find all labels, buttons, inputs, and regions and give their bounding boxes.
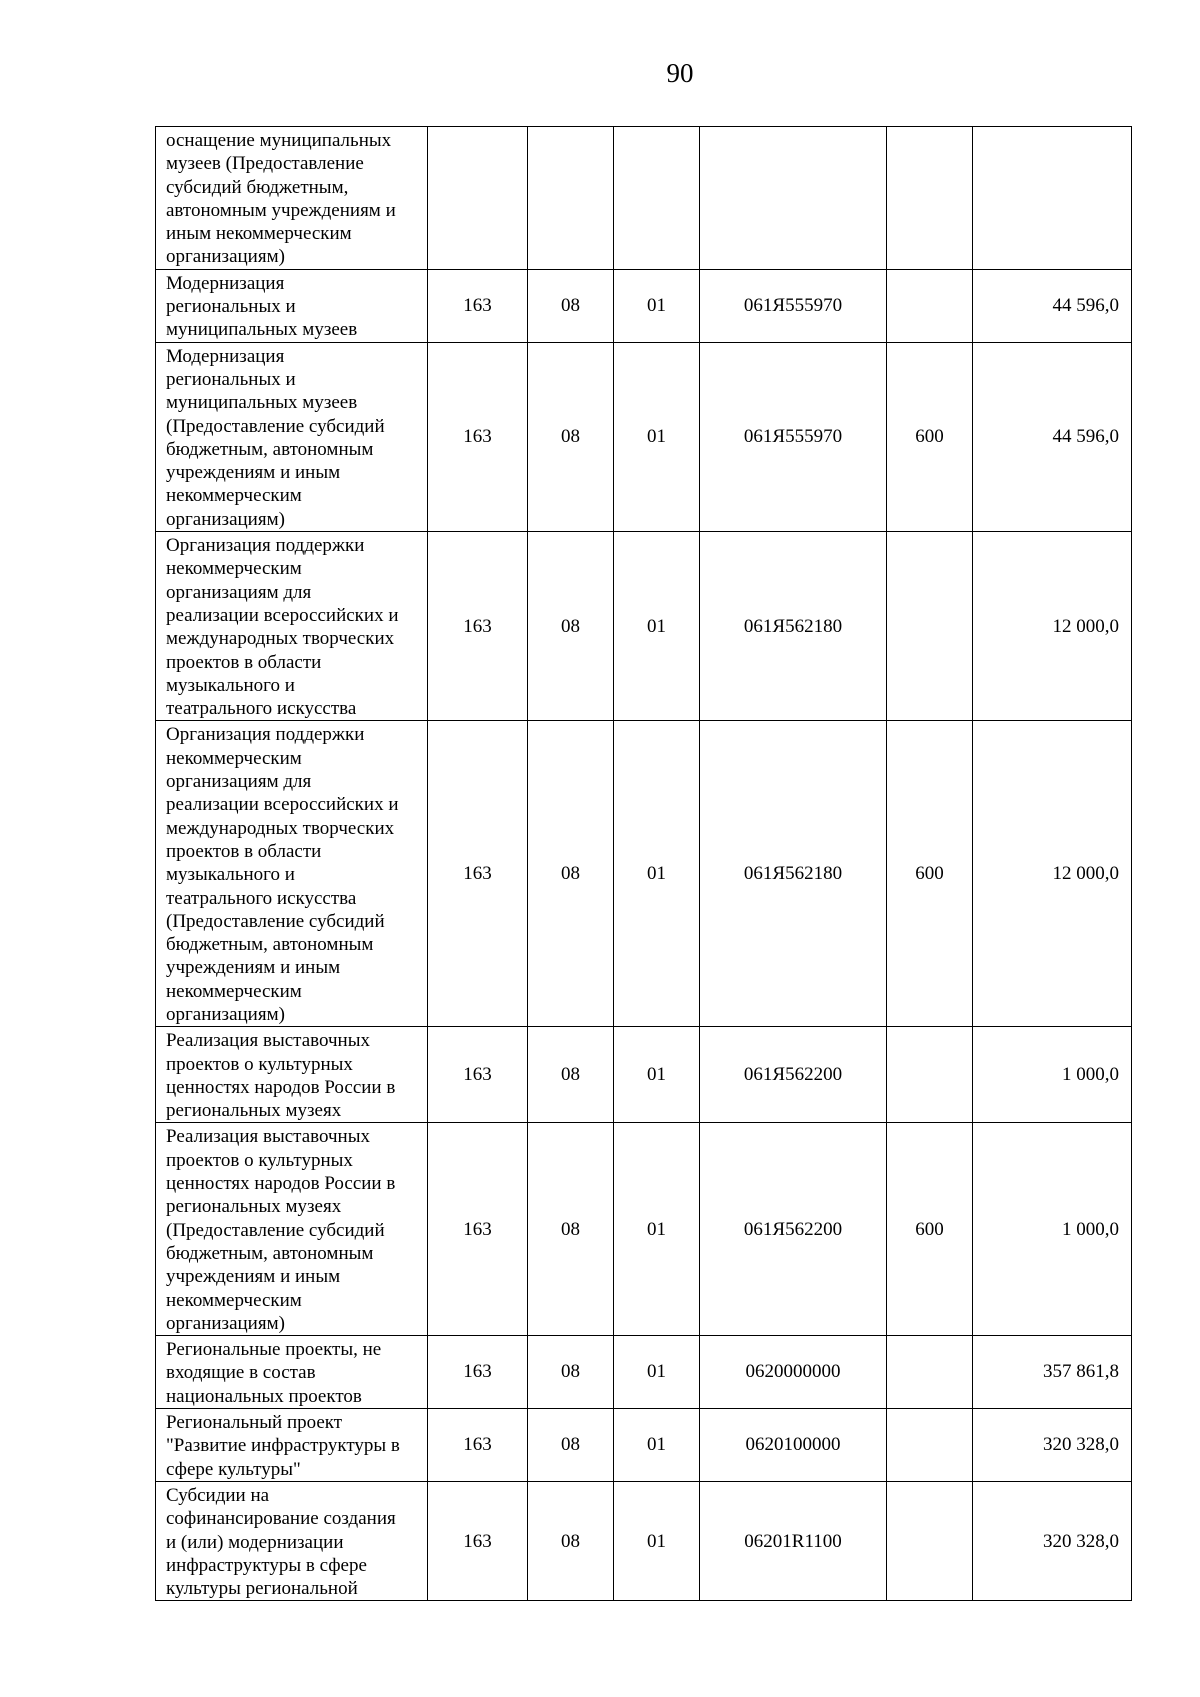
table-body bbox=[156, 127, 1132, 1601]
row-csr-cell bbox=[700, 127, 887, 270]
row-rz-cell: 08 bbox=[528, 1336, 614, 1409]
row-csr-cell: 06201R1100 bbox=[700, 1481, 887, 1600]
row-vr-cell bbox=[887, 532, 973, 721]
row-pr-cell bbox=[614, 127, 700, 270]
row-csr-cell: 061Я562180 bbox=[700, 721, 887, 1027]
row-name-cell: Региональные проекты, не входящие в состав национальных проектов bbox=[156, 1336, 428, 1409]
row-rz-cell: 08 bbox=[528, 342, 614, 531]
row-vr-cell: 600 bbox=[887, 342, 973, 531]
row-gr-cell: 163 bbox=[428, 1027, 528, 1123]
row-rz-cell: 08 bbox=[528, 1409, 614, 1482]
table-row bbox=[156, 1027, 1132, 1123]
row-csr-cell: 0620100000 bbox=[700, 1409, 887, 1482]
row-name-cell: Организация поддержки некоммерческим организациям для реализации всероссийских и международных творческих проектов в области музыкального и театрального искусства bbox=[156, 532, 428, 721]
row-sum-cell: 12 000,0 bbox=[973, 532, 1132, 721]
table-row bbox=[156, 532, 1132, 721]
row-sum-cell: 44 596,0 bbox=[973, 269, 1132, 342]
row-gr-cell: 163 bbox=[428, 1123, 528, 1336]
row-sum-cell: 357 861,8 bbox=[973, 1336, 1132, 1409]
row-gr-cell: 163 bbox=[428, 1409, 528, 1482]
row-gr-cell: 163 bbox=[428, 342, 528, 531]
row-sum-cell: 1 000,0 bbox=[973, 1123, 1132, 1336]
table-row bbox=[156, 1481, 1132, 1600]
row-rz-cell: 08 bbox=[528, 721, 614, 1027]
row-gr-cell: 163 bbox=[428, 269, 528, 342]
row-pr-cell: 01 bbox=[614, 532, 700, 721]
table-row bbox=[156, 342, 1132, 531]
page-number: 90 bbox=[666, 58, 694, 88]
row-name-cell: оснащение муниципальных музеев (Предоставление субсидий бюджетным, автономным учреждениям и иным некоммерческим организациям) bbox=[156, 127, 428, 270]
row-name-cell: Реализация выставочных проектов о культурных ценностях народов России в региональных музеях bbox=[156, 1027, 428, 1123]
table-row bbox=[156, 1409, 1132, 1482]
row-vr-cell bbox=[887, 1027, 973, 1123]
row-vr-cell bbox=[887, 127, 973, 270]
row-pr-cell: 01 bbox=[614, 721, 700, 1027]
row-sum-cell: 1 000,0 bbox=[973, 1027, 1132, 1123]
table-row bbox=[156, 269, 1132, 342]
table-row bbox=[156, 127, 1132, 270]
table-row bbox=[156, 721, 1132, 1027]
row-pr-cell: 01 bbox=[614, 1123, 700, 1336]
row-gr-cell bbox=[428, 127, 528, 270]
row-csr-cell: 061Я562200 bbox=[700, 1123, 887, 1336]
row-csr-cell: 061Я555970 bbox=[700, 342, 887, 531]
row-pr-cell: 01 bbox=[614, 1481, 700, 1600]
row-sum-cell: 44 596,0 bbox=[973, 342, 1132, 531]
row-gr-cell: 163 bbox=[428, 1336, 528, 1409]
row-pr-cell: 01 bbox=[614, 269, 700, 342]
table-row bbox=[156, 1123, 1132, 1336]
row-vr-cell: 600 bbox=[887, 1123, 973, 1336]
row-vr-cell bbox=[887, 1481, 973, 1600]
row-csr-cell: 061Я562180 bbox=[700, 532, 887, 721]
row-pr-cell: 01 bbox=[614, 342, 700, 531]
row-rz-cell: 08 bbox=[528, 1027, 614, 1123]
row-rz-cell: 08 bbox=[528, 269, 614, 342]
row-gr-cell: 163 bbox=[428, 532, 528, 721]
row-pr-cell: 01 bbox=[614, 1027, 700, 1123]
row-csr-cell: 061Я555970 bbox=[700, 269, 887, 342]
row-rz-cell: 08 bbox=[528, 1481, 614, 1600]
row-vr-cell: 600 bbox=[887, 721, 973, 1027]
row-rz-cell: 08 bbox=[528, 1123, 614, 1336]
row-name-cell: Региональный проект "Развитие инфраструктуры в сфере культуры" bbox=[156, 1409, 428, 1482]
row-sum-cell: 12 000,0 bbox=[973, 721, 1132, 1027]
row-name-cell: Модернизация региональных и муниципальных музеев bbox=[156, 269, 428, 342]
row-name-cell: Модернизация региональных и муниципальных музеев (Предоставление субсидий бюджетным, автономным учреждениям и иным некоммерческим организациям) bbox=[156, 342, 428, 531]
row-sum-cell: 320 328,0 bbox=[973, 1481, 1132, 1600]
row-rz-cell bbox=[528, 127, 614, 270]
table-row bbox=[156, 1336, 1132, 1409]
row-vr-cell bbox=[887, 1409, 973, 1482]
budget-table bbox=[155, 126, 1132, 1601]
row-vr-cell bbox=[887, 269, 973, 342]
row-vr-cell bbox=[887, 1336, 973, 1409]
row-sum-cell: 320 328,0 bbox=[973, 1409, 1132, 1482]
row-name-cell: Субсидии на софинансирование создания и (или) модернизации инфраструктуры в сфере культуры региональной bbox=[156, 1481, 428, 1600]
row-csr-cell: 0620000000 bbox=[700, 1336, 887, 1409]
row-name-cell: Организация поддержки некоммерческим организациям для реализации всероссийских и международных творческих проектов в области музыкального и театрального искусства (Предоставление субсидий бюджетным, автономным учреждениям и иным некоммерческим организациям) bbox=[156, 721, 428, 1027]
row-csr-cell: 061Я562200 bbox=[700, 1027, 887, 1123]
row-gr-cell: 163 bbox=[428, 1481, 528, 1600]
row-gr-cell: 163 bbox=[428, 721, 528, 1027]
row-pr-cell: 01 bbox=[614, 1336, 700, 1409]
row-rz-cell: 08 bbox=[528, 532, 614, 721]
row-pr-cell: 01 bbox=[614, 1409, 700, 1482]
row-name-cell: Реализация выставочных проектов о культурных ценностях народов России в региональных музеях (Предоставление субсидий бюджетным, автономным учреждениям и иным некоммерческим организациям) bbox=[156, 1123, 428, 1336]
row-sum-cell bbox=[973, 127, 1132, 270]
